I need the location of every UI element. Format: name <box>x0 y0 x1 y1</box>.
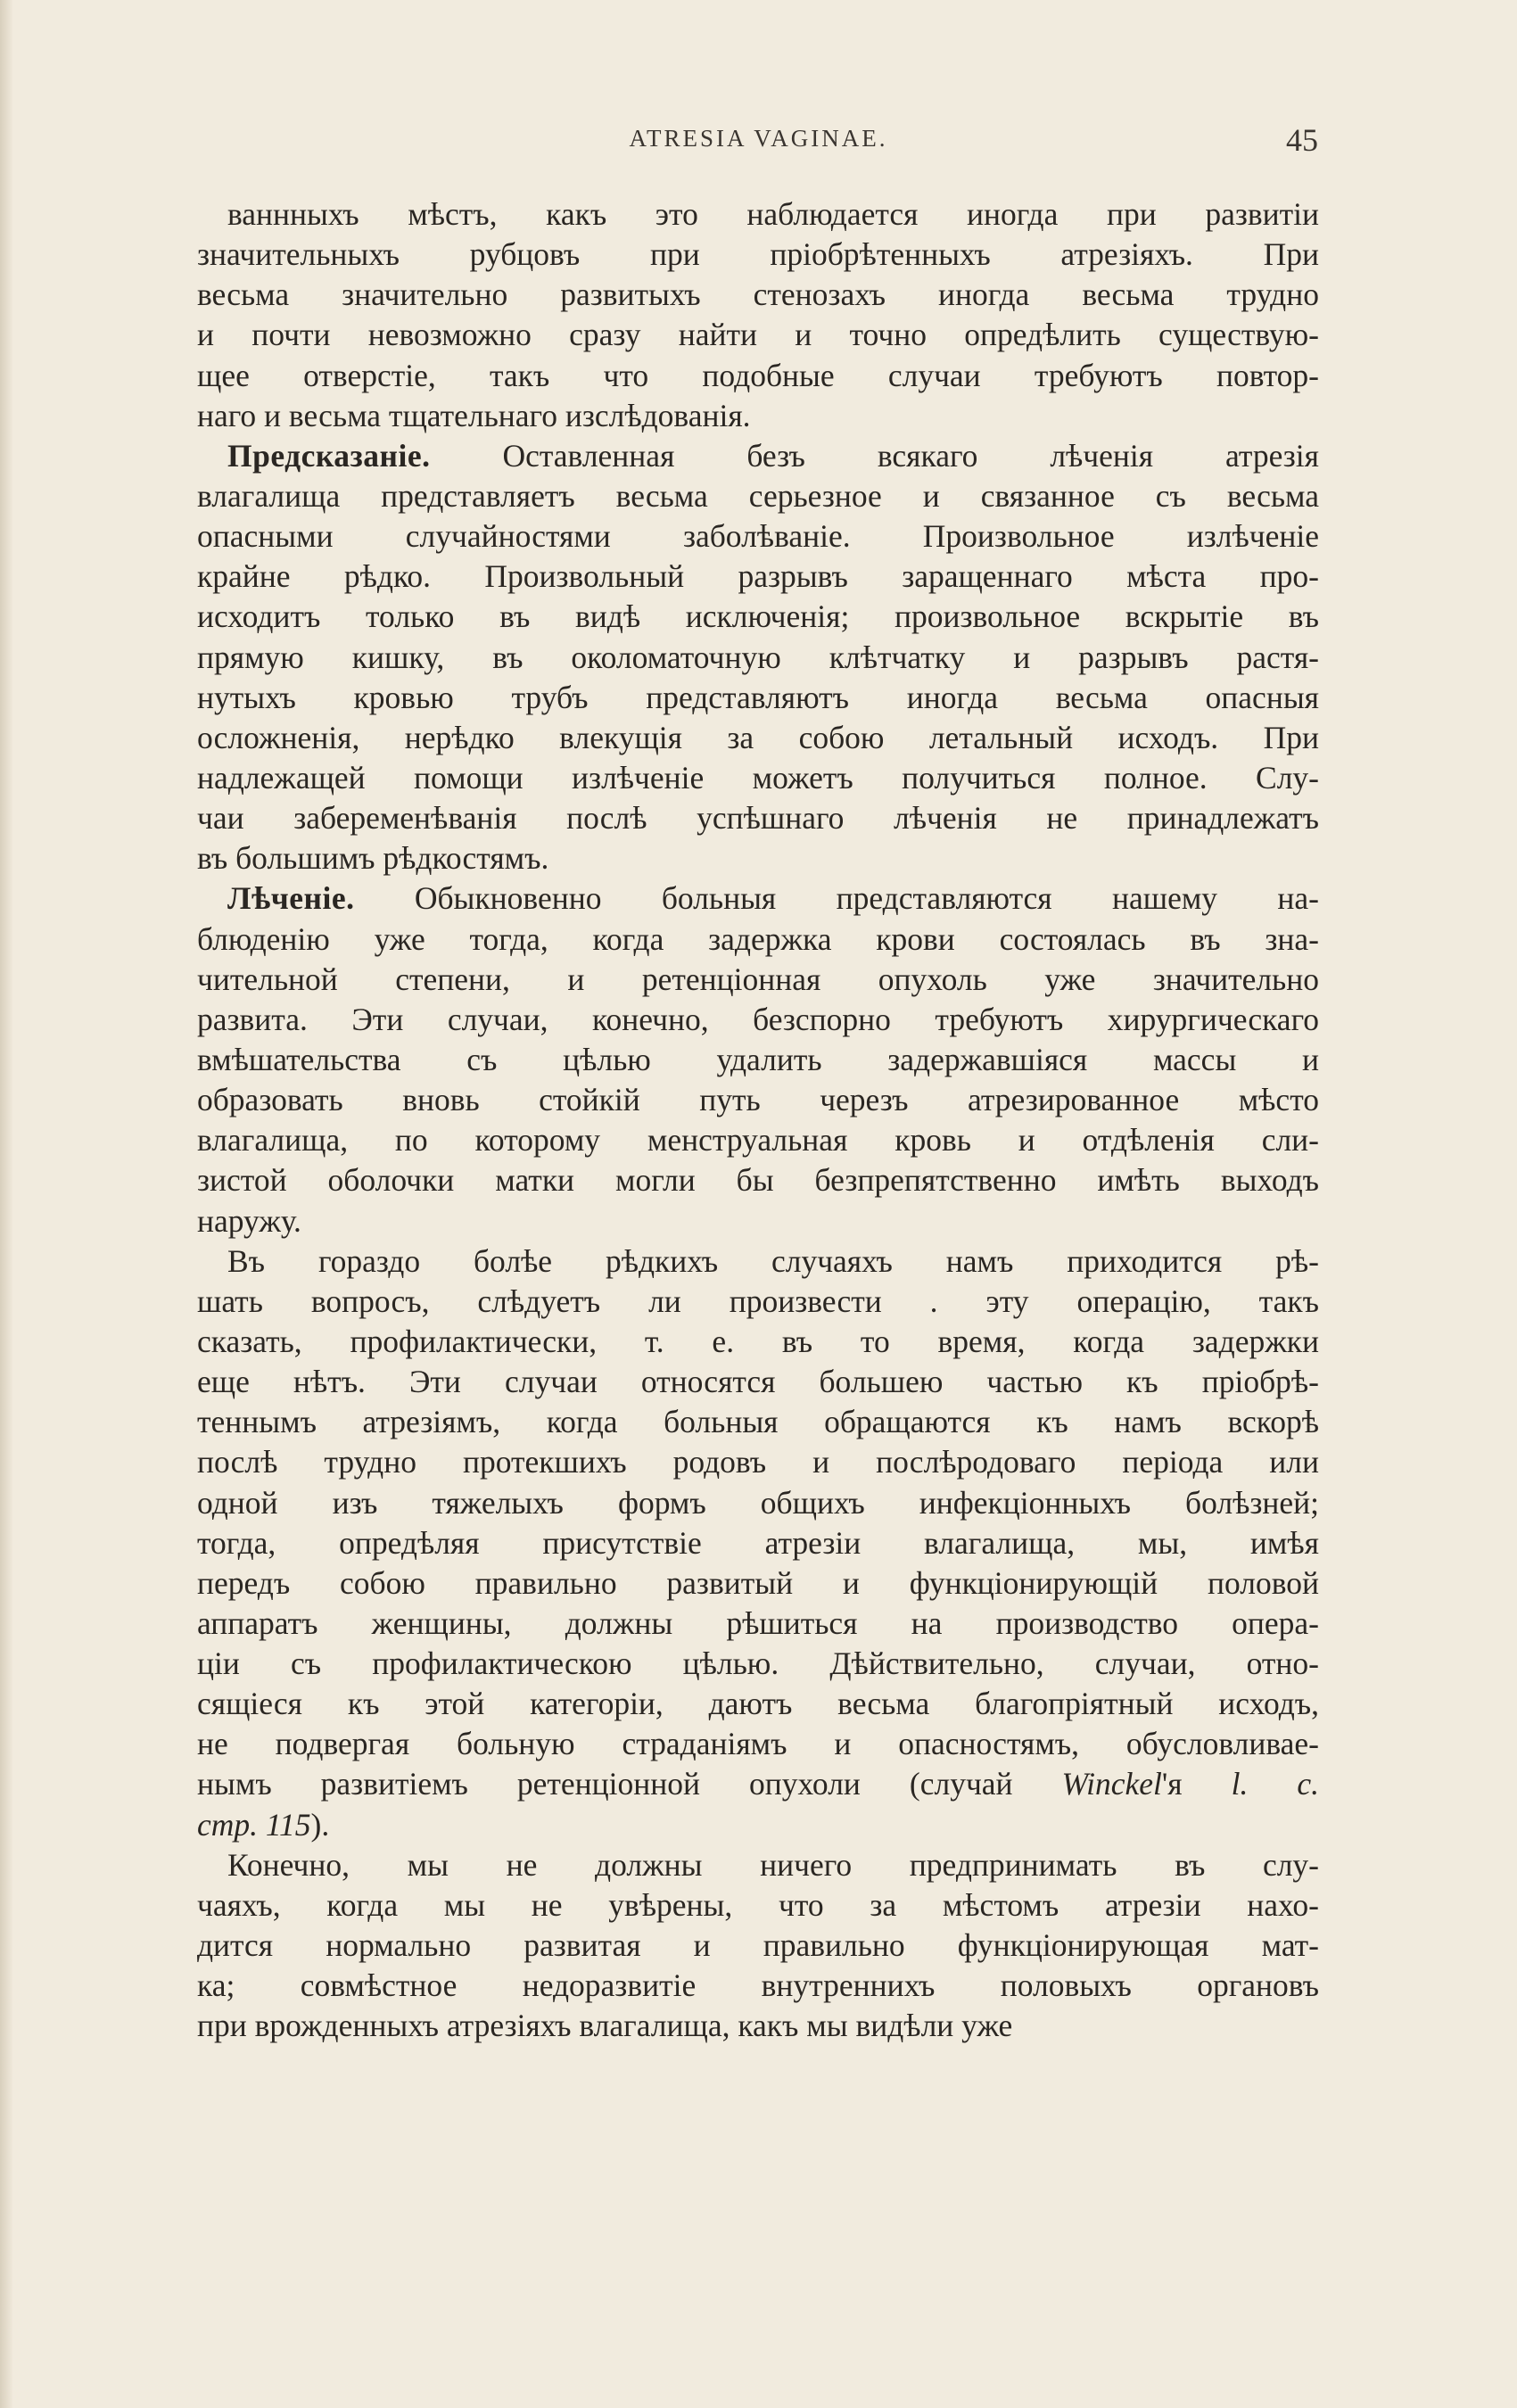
paragraph <box>197 194 1319 436</box>
line-text: Обыкновенно больныя представляются нашему на- <box>354 880 1319 917</box>
text-line <box>197 315 1319 355</box>
text-line <box>197 235 1319 275</box>
italic-text: стр. 115 <box>197 1806 311 1843</box>
line-text: одной изъ тяжелыхъ формъ общихъ инфекціонныхъ болѣзней; <box>197 1484 1319 1521</box>
line-text: образовать вновь стойкій путь черезъ атрезированное мѣсто <box>197 1082 1319 1118</box>
line-text: сказать, профилактически, т. е. въ то время, когда задержки <box>197 1323 1319 1359</box>
running-title: ATRESIA VAGINAE. <box>629 125 888 152</box>
paragraph <box>197 1845 1319 2047</box>
text-line <box>197 678 1319 718</box>
text-line <box>197 516 1319 557</box>
line-text: ). <box>310 1806 330 1843</box>
line-text: нымъ развитіемъ ретенціонной опухоли (случай <box>197 1766 1062 1802</box>
line-text: дится нормально развитая и правильно функціонирующая мат- <box>197 1927 1319 1964</box>
line-text: крайне рѣдко. Произвольный разрывъ заращеннаго мѣста про- <box>197 558 1319 595</box>
text-line <box>197 436 1319 476</box>
page-number: 45 <box>1286 122 1318 158</box>
paragraph <box>197 878 1319 1241</box>
page-edge <box>0 0 12 2408</box>
line-text: значительныхъ рубцовъ при пріобрѣтенныхъ атрезіяхъ. При <box>197 236 1319 273</box>
text-line <box>197 597 1319 637</box>
text-line <box>197 275 1319 315</box>
text-line <box>197 878 1319 919</box>
italic-text: l. c. <box>1231 1766 1319 1802</box>
text-line <box>197 1885 1319 1926</box>
text-line <box>197 1724 1319 1764</box>
text-line <box>197 1402 1319 1442</box>
line-text: чительной степени, и ретенціонная опухоль уже значительно <box>197 961 1319 997</box>
text-body <box>197 194 1319 2046</box>
text-line <box>197 798 1319 838</box>
line-text: надлежащей помощи излѣченіе можетъ получиться полное. Слу- <box>197 759 1319 796</box>
line-text: Въ гораздо болѣе рѣдкихъ случаяхъ намъ приходится рѣ- <box>227 1242 1319 1279</box>
text-line <box>197 1966 1319 2006</box>
line-text: вмѣшательства съ цѣлью удалить задержавшіяся массы и <box>197 1041 1319 1077</box>
text-line <box>197 2006 1319 2046</box>
section-heading: Лѣченіе. <box>227 880 355 917</box>
line-text: и почти невозможно сразу найти и точно опредѣлить существую- <box>197 317 1319 353</box>
text-line <box>197 1362 1319 1402</box>
text-line <box>197 960 1319 1000</box>
line-text: ка; совмѣстное недоразвитіе внутреннихъ половыхъ органовъ <box>197 1967 1319 2004</box>
line-text: ваннныхъ мѣстъ, какъ это наблюдается иногда при развитіи <box>227 196 1319 232</box>
running-header <box>0 121 1517 166</box>
text-line <box>197 1523 1319 1563</box>
line-text: прямую кишку, въ околоматочную клѣтчатку и разрывъ растя- <box>197 639 1319 675</box>
text-line <box>197 1604 1319 1644</box>
line-text: чаи забеременѣванія послѣ успѣшнаго лѣченія не принадлежатъ <box>197 800 1319 837</box>
text-line <box>197 1080 1319 1120</box>
line-text: послѣ трудно протекшихъ родовъ и послѣродоваго періода или <box>197 1444 1319 1480</box>
line-text: влагалища представляетъ весьма серьезное и связанное съ весьма <box>197 477 1319 514</box>
text-line <box>197 396 1319 436</box>
text-line <box>197 1563 1319 1604</box>
line-text: опасными случайностями заболѣваніе. Произвольное излѣченіе <box>197 518 1319 555</box>
line-text: шать вопросъ, слѣдуетъ ли произвести . эту операцію, такъ <box>197 1282 1319 1319</box>
text-line <box>197 356 1319 396</box>
line-text: Оставленная безъ всякаго лѣченія атрезія <box>430 437 1319 474</box>
line-text: теннымъ атрезіямъ, когда больныя обращаются къ намъ вскорѣ <box>197 1404 1319 1440</box>
text-line <box>197 1040 1319 1080</box>
text-line <box>197 557 1319 597</box>
italic-text: Winckel <box>1061 1766 1162 1802</box>
text-line <box>197 1684 1319 1724</box>
section-heading: Предсказаніе. <box>227 437 431 474</box>
paragraph <box>197 1241 1319 1845</box>
text-line <box>197 1644 1319 1684</box>
line-text: наго и весьма тщательнаго изслѣдованія. <box>197 397 751 433</box>
line-text: влагалища, по которому менструальная кровь и отдѣленія сли- <box>197 1122 1319 1159</box>
text-line <box>197 194 1319 235</box>
line-text: ціи съ профилактическою цѣлью. Дѣйствительно, случаи, отно- <box>197 1645 1319 1682</box>
paragraph <box>197 436 1319 879</box>
text-line <box>197 1845 1319 1885</box>
line-text: блюденію уже тогда, когда задержка крови состоялась въ зна- <box>197 920 1319 957</box>
text-line <box>197 1805 1319 1845</box>
line-text: осложненія, нерѣдко влекущія за собою летальный исходъ. При <box>197 719 1319 755</box>
line-text: чаяхъ, когда мы не увѣрены, что за мѣстомъ атрезіи нахо- <box>197 1886 1319 1923</box>
text-line <box>197 476 1319 516</box>
text-line <box>197 1764 1319 1804</box>
line-text: не подвергая больную страданіямъ и опасностямъ, обусловливае- <box>197 1726 1319 1762</box>
text-line <box>197 1442 1319 1482</box>
text-line <box>197 1201 1319 1241</box>
text-line <box>197 1282 1319 1322</box>
text-line <box>197 1241 1319 1282</box>
text-line <box>197 838 1319 878</box>
text-line <box>197 638 1319 678</box>
line-text: щее отверстіе, такъ что подобные случаи требуютъ повтор- <box>197 357 1319 393</box>
text-line <box>197 1000 1319 1040</box>
line-text: еще нѣтъ. Эти случаи относятся большею частью къ пріобрѣ- <box>197 1364 1319 1400</box>
line-text: наружу. <box>197 1202 301 1239</box>
line-text: нутыхъ кровью трубъ представляютъ иногда весьма опасныя <box>197 679 1319 715</box>
line-text: аппаратъ женщины, должны рѣшиться на производство опера- <box>197 1604 1319 1641</box>
text-line <box>197 1322 1319 1362</box>
text-line <box>197 919 1319 960</box>
line-text: сящіеся къ этой категоріи, даютъ весьма благопріятный исходъ, <box>197 1686 1319 1722</box>
line-text: развита. Эти случаи, конечно, безспорно требуютъ хирургическаго <box>197 1001 1319 1037</box>
line-text: въ большимъ рѣдкостямъ. <box>197 840 549 877</box>
text-line <box>197 1120 1319 1160</box>
line-text: передъ собою правильно развитый и функціонирующій половой <box>197 1564 1319 1601</box>
text-line <box>197 1926 1319 1966</box>
line-text: весьма значительно развитыхъ стенозахъ иногда весьма трудно <box>197 276 1319 313</box>
text-line <box>197 1160 1319 1200</box>
line-text: 'я <box>1161 1766 1232 1802</box>
line-text: Конечно, мы не должны ничего предпринимать въ слу- <box>227 1846 1319 1883</box>
line-text: исходитъ только въ видѣ исключенія; произвольное вскрытіе въ <box>197 598 1319 635</box>
line-text: тогда, опредѣляя присутствіе атрезіи влагалища, мы, имѣя <box>197 1524 1319 1561</box>
line-text: зистой оболочки матки могли бы безпрепятственно имѣть выходъ <box>197 1162 1319 1199</box>
line-text: при врожденныхъ атрезіяхъ влагалища, какъ мы видѣли уже <box>197 2008 1013 2044</box>
text-line <box>197 758 1319 798</box>
text-line <box>197 718 1319 758</box>
text-line <box>197 1483 1319 1523</box>
